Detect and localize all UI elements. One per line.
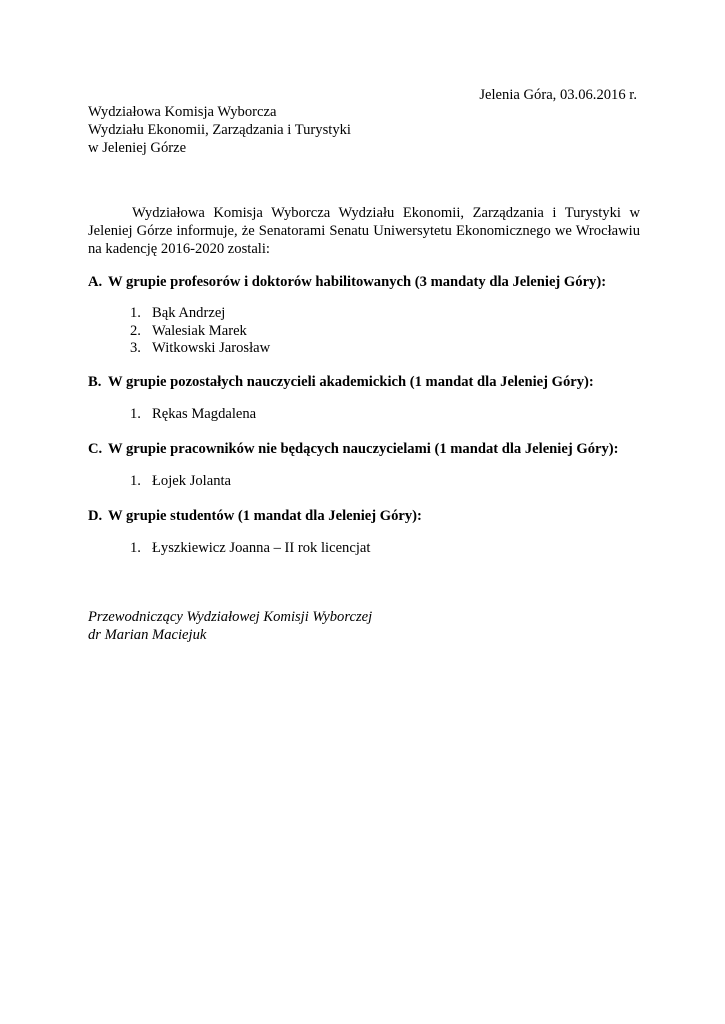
section-title: W grupie studentów (1 mandat dla Jeleniej Góry): — [108, 508, 422, 524]
list-number: 2. — [130, 323, 141, 339]
section-letter: D. — [88, 508, 103, 524]
list-text: Witkowski Jarosław — [152, 340, 271, 356]
list-item — [130, 405, 256, 423]
list-text: Walesiak Marek — [152, 323, 247, 339]
section-a-heading — [88, 273, 606, 291]
list-item — [130, 539, 370, 557]
section-b-heading — [88, 373, 594, 391]
list-item — [130, 304, 225, 322]
section-letter: B. — [88, 374, 102, 390]
list-number: 1. — [130, 473, 141, 489]
section-title: W grupie profesorów i doktorów habilitowanych (3 mandaty dla Jeleniej Góry): — [108, 274, 607, 290]
signature-name: dr Marian Maciejuk — [88, 627, 207, 643]
sender-line-2: Wydziału Ekonomii, Zarządzania i Turystyki — [88, 122, 351, 138]
list-text: Łyszkiewicz Joanna – II rok licencjat — [152, 540, 371, 556]
date-line: Jelenia Góra, 03.06.2016 r. — [479, 87, 637, 103]
section-c-heading — [88, 440, 618, 458]
list-text: Rękas Magdalena — [152, 406, 257, 422]
sender-line-1: Wydziałowa Komisja Wyborcza — [88, 104, 277, 120]
list-item — [130, 472, 231, 490]
section-letter: C. — [88, 441, 103, 457]
list-number: 1. — [130, 406, 141, 422]
signature-title: Przewodniczący Wydziałowej Komisji Wyborczej — [88, 609, 373, 625]
sender-line-3: w Jeleniej Górze — [88, 140, 187, 156]
list-number: 1. — [130, 540, 141, 556]
section-title: W grupie pracowników nie będących nauczycielami (1 mandat dla Jeleniej Góry): — [108, 441, 619, 457]
list-text: Łojek Jolanta — [152, 473, 232, 489]
list-number: 1. — [130, 305, 141, 321]
list-item — [130, 322, 247, 340]
section-title: W grupie pozostałych nauczycieli akademickich (1 mandat dla Jeleniej Góry): — [108, 374, 594, 390]
section-d-heading — [88, 507, 422, 525]
intro-paragraph: Wydziałowa Komisja Wyborcza Wydziału Ekonomii, Zarządzania i Turystyki w Jeleniej Górze informuje, że Senatorami Senatu Uniwersytetu Ekonomicznego we Wrocławiu na kadencję 2016-2020 zostali: — [88, 205, 640, 257]
list-item — [130, 339, 270, 357]
list-text: Bąk Andrzej — [152, 305, 226, 321]
list-number: 3. — [130, 340, 141, 356]
section-letter: A. — [88, 274, 103, 290]
